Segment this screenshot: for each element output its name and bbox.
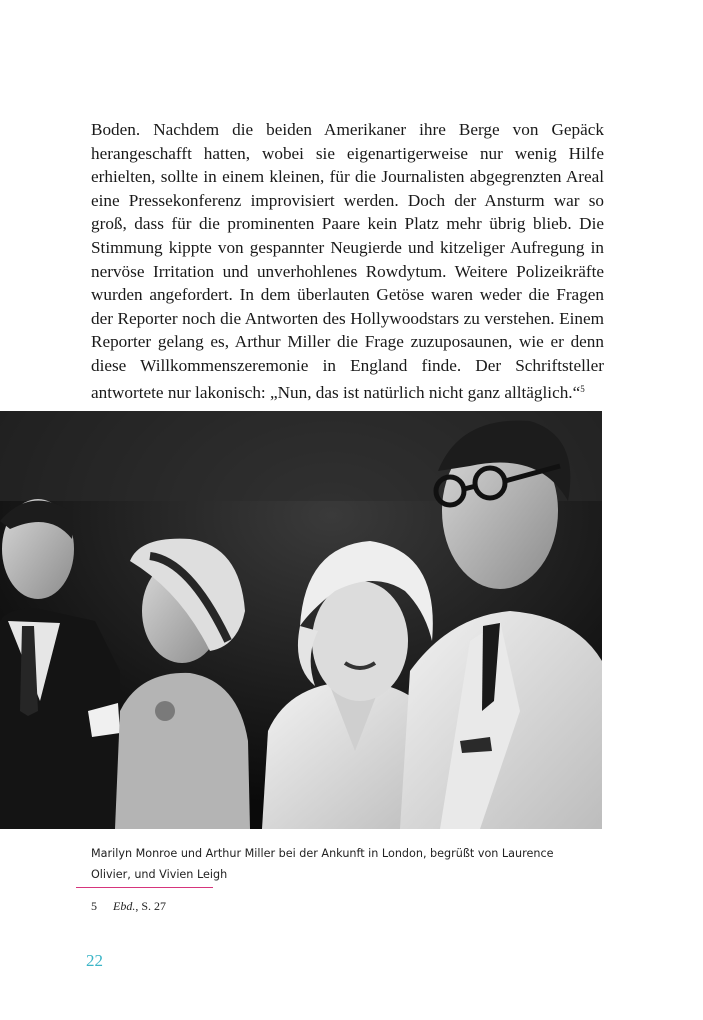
footnote-number: 5 [91,899,97,913]
footnote-reference: 5 [580,383,585,394]
footnote-source: Ebd. [113,899,136,913]
body-text: Boden. Nachdem die beiden Amerikaner ihre Berge von Gepäck herangeschafft hatten, wobei sie eigenartigerweise nur wenig Hilfe erhielten, sollte in einem kleinen, für die Journalisten abgegrenzten Areal eine Pressekonferenz improvisiert werden. Doch der Ansturm war so groß, dass für die prominenten Paare kein Platz mehr übrig blieb. Die Stimmung kippte von gespannter Neugierde und kitzeliger Aufregung in nervöse Irritation und unverhohlenes Rowdytum. Weitere Polizeikräfte wurden angefordert. In dem überlauten Getöse waren weder die Fragen der Reporter noch die Antworten des Hollywoodstars zu verstehen. Einem Reporter gelang es, Arthur Miller die Frage zuzuposaunen, wie er denn diese Willkommenszeremonie in England finde. Der Schriftsteller antwortete nur lakonisch: „Nun, das ist natürlich nicht ganz alltäglich.“ [91,120,604,402]
photo-illustration [0,411,602,829]
photo [0,411,602,829]
page-number: 22 [86,951,103,970]
footnote [91,899,166,914]
footnote-page-ref: , S. 27 [135,899,167,913]
footnote-divider [76,887,213,888]
photo-caption: Marilyn Monroe und Arthur Miller bei der Ankunft in London, begrüßt von Laurence Olivier, und Vivien Leigh [91,847,554,881]
body-paragraph [91,118,604,404]
